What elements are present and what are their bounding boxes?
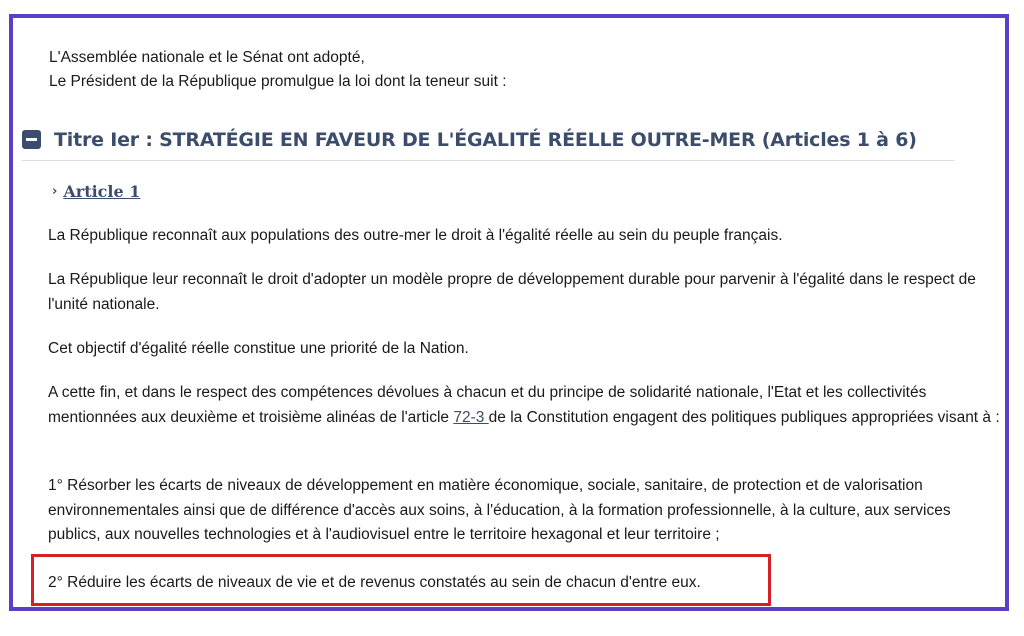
article-item-1: 1° Résorber les écarts de niveaux de développement en matière économique, sociale, sanitaire, de protection et de valorisation environnementales ainsi que de différence d'accès aux soins, à l'éducation, à la formation professionnelle, à la culture, aux services publics, aux nouvelles technologies et à l'audiovisuel entre le territoire hexagonal et leur territoire ; bbox=[48, 477, 951, 543]
preamble-line-1: L'Assemblée nationale et le Sénat ont adopté, bbox=[49, 49, 365, 66]
article-item-2: 2° Réduire les écarts de niveaux de vie et de revenus constatés au sein de chacun d'entre eux. bbox=[48, 574, 701, 591]
article-1-link[interactable]: Article 1 bbox=[63, 182, 141, 201]
article-paragraph-1: La République reconnaît aux populations des outre-mer le droit à l'égalité réelle au sein du peuple français. bbox=[48, 227, 783, 244]
content-frame bbox=[9, 14, 1009, 611]
constitution-article-72-3-link[interactable]: 72-3 bbox=[453, 408, 489, 426]
chevron-right-icon: › bbox=[52, 184, 58, 199]
titre-heading: Titre Ier : STRATÉGIE EN FAVEUR DE L'ÉGALITÉ RÉELLE OUTRE-MER (Articles 1 à 6) bbox=[54, 129, 917, 151]
titre-header bbox=[22, 126, 954, 161]
preamble-line-2: Le Président de la République promulgue la loi dont la teneur suit : bbox=[49, 73, 507, 90]
highlight-box bbox=[31, 554, 771, 606]
minus-square-icon[interactable] bbox=[22, 130, 41, 149]
paragraph-4-text-end: de la Constitution engagent des politiques publiques appropriées visant à : bbox=[488, 408, 1000, 426]
paragraph-4-text-start: A cette fin, et dans le respect des compétences dévolues à chacun et du principe de solidarité nationale, l'Etat et les collectivités mentionnées aux deuxième et troisième alinéas de l'article bbox=[48, 384, 927, 426]
article-paragraph-3: Cet objectif d'égalité réelle constitue une priorité de la Nation. bbox=[48, 340, 469, 357]
article-paragraph-4 bbox=[48, 381, 1006, 430]
article-paragraph-2: La République leur reconnaît le droit d'adopter un modèle propre de développement durable pour parvenir à l'égalité dans le respect de l'unité nationale. bbox=[48, 271, 976, 313]
article-heading bbox=[52, 180, 140, 206]
preamble bbox=[49, 46, 507, 94]
